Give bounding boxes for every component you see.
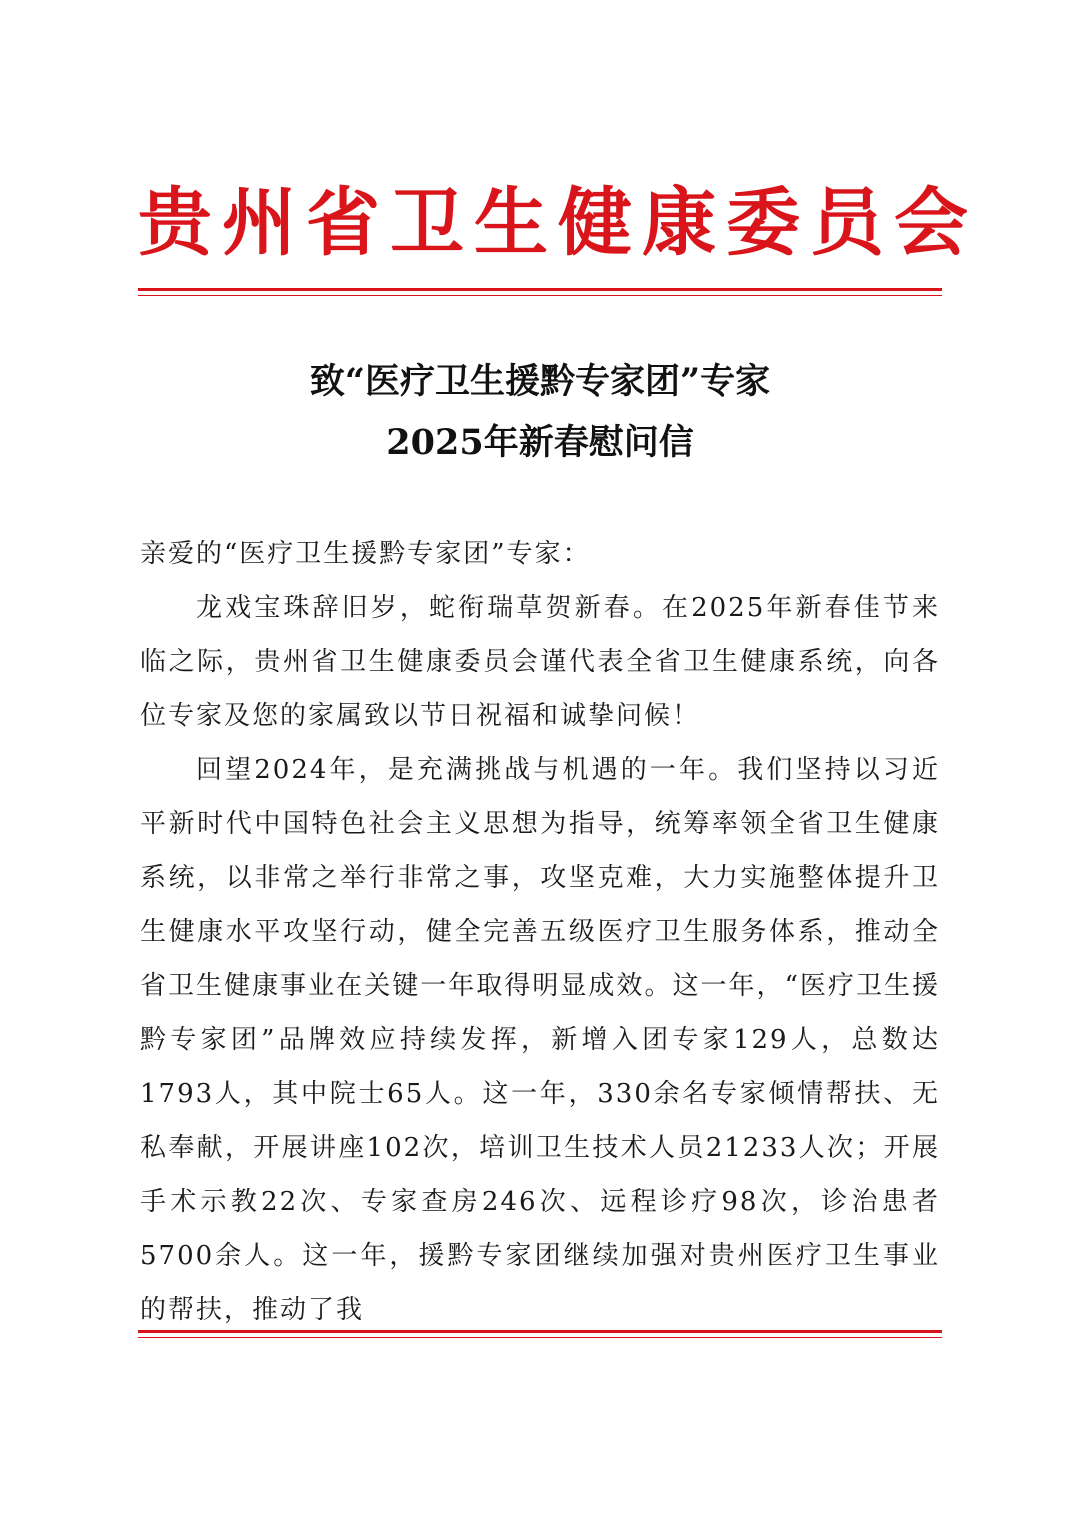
paragraph-greeting: 龙戏宝珠辞旧岁，蛇衔瑞草贺新春。在2025年新春佳节来临之际，贵州省卫生健康委员会谨代表全省卫生健康系统，向各位专家及您的家属致以节日祝福和诚挚问候！ [140,593,940,731]
letter-title-line-2: 2025年新春慰问信 [386,422,694,463]
divider-thick-line [138,1330,942,1333]
salutation: 亲爱的“医疗卫生援黔专家团”专家： [140,539,591,569]
masthead-title: 贵州省卫生健康委员会 [138,180,978,266]
paragraph-review: 回望2024年，是充满挑战与机遇的一年。我们坚持以习近平新时代中国特色社会主义思想为指导，统筹率领全省卫生健康系统，以非常之举行非常之事，攻坚克难，大力实施整体提升卫生健康水平攻坚行动，健全完善五级医疗卫生服务体系，推动全省卫生健康事业在关键一年取得明显成效。这一年，“医疗卫生援黔专家团”品牌效应持续发挥，新增入团专家129人，总数达1793人，其中院士65人。这一年，330余名专家倾情帮扶、无私奉献，开展讲座102次，培训卫生技术人员21233人次；开展手术示教22次、专家查房246次、远程诊疗98次，诊治患者5700余人。这一年，援黔专家团继续加强对贵州医疗卫生事业的帮扶，推动了我 [140,755,940,1325]
letter-body [140,527,940,1337]
letter-title-line-1: 致“医疗卫生援黔专家团”专家 [309,361,771,402]
footer-divider [138,1330,942,1338]
divider-thin-line [138,295,942,296]
masthead-divider [138,288,942,296]
divider-thick-line [138,288,942,291]
divider-thin-line [138,1337,942,1338]
